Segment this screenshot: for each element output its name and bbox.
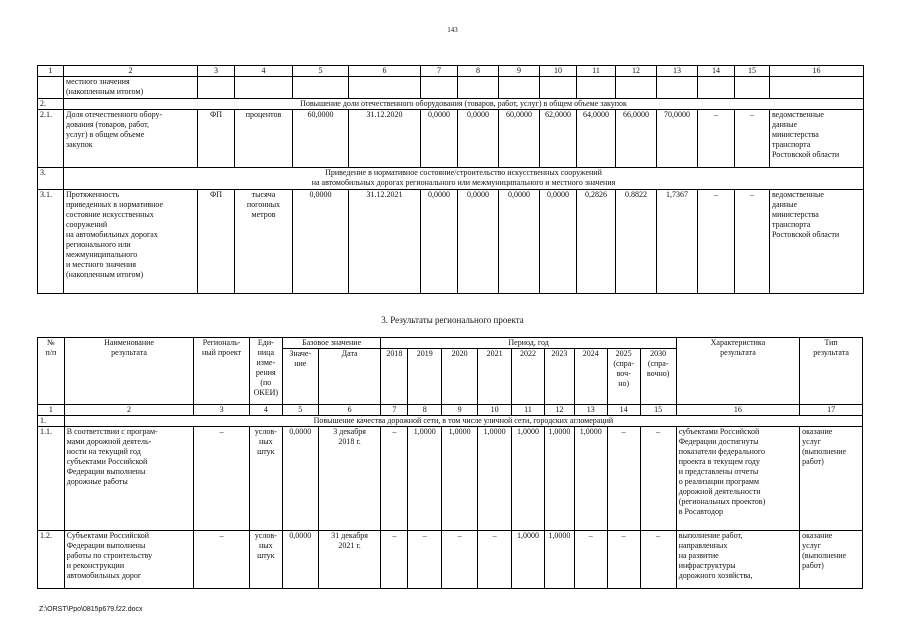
- col-num: 15: [735, 66, 770, 77]
- value-cell: –: [381, 427, 408, 531]
- col-num: 9: [499, 66, 540, 77]
- col-header-type: Тип результата: [800, 338, 863, 405]
- column-number-row: [38, 405, 863, 416]
- value-cell: 0,0000: [421, 110, 458, 168]
- col-num: 10: [540, 66, 577, 77]
- row-number: 3.1.: [38, 190, 64, 294]
- col-num: 14: [607, 405, 640, 416]
- table-row: [38, 531, 863, 589]
- col-header-num: № п/п: [38, 338, 65, 405]
- col-num: 6: [318, 405, 381, 416]
- base-date: 31.12.2020: [349, 110, 421, 168]
- col-num: 15: [640, 405, 676, 416]
- col-num: 14: [698, 66, 735, 77]
- col-header-characteristic: Характеристика результата: [676, 338, 799, 405]
- col-num: 13: [574, 405, 607, 416]
- value-cell: 1,0000: [478, 427, 512, 531]
- unit: тысяча погонных метров: [235, 190, 293, 294]
- col-header-year: 2019: [408, 349, 442, 405]
- col-num: 13: [657, 66, 698, 77]
- table-row: [38, 77, 864, 99]
- col-header-name: Наименование результата: [64, 338, 194, 405]
- indicator-type: ФП: [198, 190, 235, 294]
- section-row: [38, 99, 864, 110]
- col-num: 9: [442, 405, 478, 416]
- value-cell: 0.8822: [616, 190, 657, 294]
- base-date: 31 декабря 2021 г.: [318, 531, 381, 589]
- value-cell: 62,0000: [540, 110, 577, 168]
- base-value: 0,0000: [293, 190, 349, 294]
- indicator-type: ФП: [198, 110, 235, 168]
- value-cell: 1,0000: [574, 427, 607, 531]
- value-cell: –: [640, 427, 676, 531]
- col-num: 4: [235, 66, 293, 77]
- value-cell: 66,0000: [616, 110, 657, 168]
- result-type: оказание услуг (выполнение работ): [800, 427, 863, 531]
- col-header-year: 2020: [442, 349, 478, 405]
- col-num: 7: [381, 405, 408, 416]
- value-cell: 60,0000: [499, 110, 540, 168]
- value-cell: 0,2826: [577, 190, 616, 294]
- result-type: оказание услуг (выполнение работ): [800, 531, 863, 589]
- col-header-base: Базовое значение: [282, 338, 381, 349]
- value-cell: –: [607, 531, 640, 589]
- value-cell: 1,7367: [657, 190, 698, 294]
- table-row: [38, 110, 864, 168]
- value-cell: –: [698, 190, 735, 294]
- value-cell: –: [735, 190, 770, 294]
- col-num: 3: [198, 66, 235, 77]
- col-num: 1: [38, 405, 65, 416]
- indicator-name: Доля отечественного обору- дования (товаров, работ, услуг) в общем объеме закупок: [64, 110, 198, 168]
- section-number: 1.: [38, 416, 65, 427]
- section-title: Повышение доли отечественного оборудования (товаров, работ, услуг) в общем объеме закупок: [64, 99, 864, 110]
- value-cell: –: [698, 110, 735, 168]
- col-num: 12: [544, 405, 574, 416]
- value-cell: –: [640, 531, 676, 589]
- indicators-table: [37, 65, 864, 294]
- value-cell: 1,0000: [544, 531, 574, 589]
- section-number: 3.: [38, 168, 64, 190]
- col-header-year: 2030 (спра- вочно): [640, 349, 676, 405]
- value-cell: 1,0000: [512, 531, 545, 589]
- column-number-row: [38, 66, 864, 77]
- results-table: [37, 337, 863, 589]
- value-cell: –: [574, 531, 607, 589]
- section-title: Приведение в нормативное состояние/строительство искусственных сооружений на автомобильных дорогах регионального или межмуниципального и местного значения: [64, 168, 864, 190]
- col-num: 10: [478, 405, 512, 416]
- value-cell: 0,0000: [458, 110, 499, 168]
- col-header-year: 2021: [478, 349, 512, 405]
- data-source: ведомственные данные министерства транспорта Ростовской области: [770, 110, 864, 168]
- col-num: 6: [349, 66, 421, 77]
- col-num: 2: [64, 66, 198, 77]
- col-header-year: 2024: [574, 349, 607, 405]
- value-cell: 70,0000: [657, 110, 698, 168]
- col-num: 16: [770, 66, 864, 77]
- section-title: Повышение качества дорожной сети, в том числе уличной сети, городских агломераций: [64, 416, 862, 427]
- base-date: 31.12.2021: [349, 190, 421, 294]
- indicator-name: Протяженность приведенных в нормативное состояние искусственных сооружений на автомобильных дорогах регионального или межмуниципального и местного значения (накопленным итогом): [64, 190, 198, 294]
- col-header-year: 2025 (спра- воч- но): [607, 349, 640, 405]
- data-source: ведомственные данные министерства транспорта Ростовской области: [770, 190, 864, 294]
- row-number: 2.1.: [38, 110, 64, 168]
- col-num: 8: [408, 405, 442, 416]
- base-value: 60,0000: [293, 110, 349, 168]
- col-num: 3: [194, 405, 250, 416]
- col-num: 8: [458, 66, 499, 77]
- col-num: 7: [421, 66, 458, 77]
- section-row: [38, 168, 864, 190]
- result-characteristic: выполнение работ, направленных на развитие инфраструктуры дорожного хозяйства,: [676, 531, 799, 589]
- regional-project: –: [194, 531, 250, 589]
- result-characteristic: субъектами Российской Федерации достигнуты показатели федерального проекта в текущем году и представлены отчеты о реализации программ дорожной деятельности (региональных проектов) в Росавтодор: [676, 427, 799, 531]
- col-num: 2: [64, 405, 194, 416]
- col-num: 12: [616, 66, 657, 77]
- value-cell: 64,0000: [577, 110, 616, 168]
- col-num: 17: [800, 405, 863, 416]
- col-num: 1: [38, 66, 64, 77]
- col-num: 11: [512, 405, 545, 416]
- value-cell: –: [607, 427, 640, 531]
- page-number: 143: [447, 26, 458, 34]
- unit: услов- ных штук: [249, 427, 282, 531]
- col-num: 4: [249, 405, 282, 416]
- value-cell: –: [381, 531, 408, 589]
- value-cell: –: [442, 531, 478, 589]
- base-value: 0,0000: [282, 427, 318, 531]
- regional-project: –: [194, 427, 250, 531]
- col-header-period: Период, год: [381, 338, 676, 349]
- col-header-regional: Региональ- ный проект: [194, 338, 250, 405]
- col-header-year: 2023: [544, 349, 574, 405]
- value-cell: 0,0000: [421, 190, 458, 294]
- result-name: Субъектами Российской Федерации выполнены работы по строительству и реконструкции автомобильных дорог: [64, 531, 194, 589]
- row-number: 1.2.: [38, 531, 65, 589]
- section-heading: 3. Результаты регионального проекта: [381, 315, 524, 325]
- row-number: 1.1.: [38, 427, 65, 531]
- col-header-year: 2022: [512, 349, 545, 405]
- value-cell: 0,0000: [458, 190, 499, 294]
- col-header-base-date: Дата: [318, 349, 381, 405]
- value-cell: 0,0000: [499, 190, 540, 294]
- col-num: 5: [282, 405, 318, 416]
- col-num: 16: [676, 405, 799, 416]
- value-cell: –: [735, 110, 770, 168]
- indicator-name: местного значения (накопленным итогом): [64, 77, 198, 99]
- col-num: 5: [293, 66, 349, 77]
- col-header-unit: Еди- ница изме- рения (по ОКЕИ): [249, 338, 282, 405]
- value-cell: 1,0000: [442, 427, 478, 531]
- value-cell: –: [408, 531, 442, 589]
- unit: процентов: [235, 110, 293, 168]
- col-header-year: 2018: [381, 349, 408, 405]
- base-value: 0,0000: [282, 531, 318, 589]
- file-path-footer: Z:\ORST\Ppo\0815p679.f22.docx: [39, 606, 143, 613]
- base-date: 3 декабря 2018 г.: [318, 427, 381, 531]
- col-num: 11: [577, 66, 616, 77]
- value-cell: 1,0000: [408, 427, 442, 531]
- table-row: [38, 427, 863, 531]
- section-row: [38, 416, 863, 427]
- value-cell: 0,0000: [540, 190, 577, 294]
- value-cell: 1,0000: [544, 427, 574, 531]
- col-header-base-value: Значе- ние: [282, 349, 318, 405]
- section-number: 2.: [38, 99, 64, 110]
- header-row: [38, 338, 863, 349]
- value-cell: 1,0000: [512, 427, 545, 531]
- unit: услов- ных штук: [249, 531, 282, 589]
- result-name: В соответствии с програм- мами дорожной деятель- ности на текущий год субъектами Российской Федерации выполнены дорожные работы: [64, 427, 194, 531]
- table-row: [38, 190, 864, 294]
- value-cell: –: [478, 531, 512, 589]
